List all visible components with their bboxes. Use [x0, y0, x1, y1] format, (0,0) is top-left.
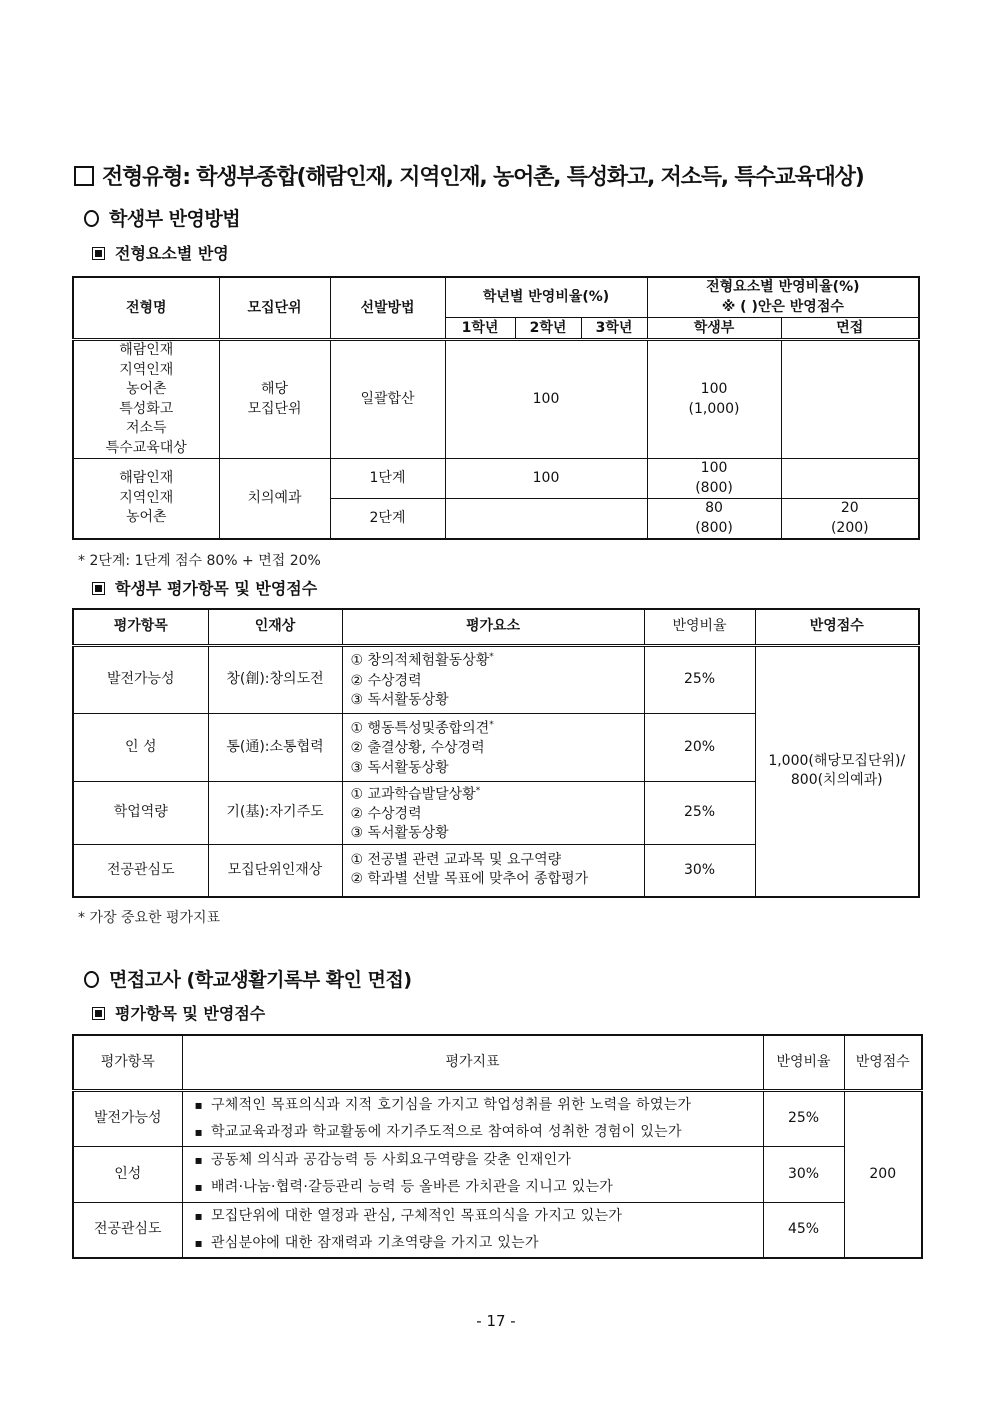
page-number: - 17 - [476, 1312, 516, 1330]
cell-elements: ① 행동특성및종합의견* ② 출결상황, 수상경력 ③ 독서활동상황 [342, 713, 644, 781]
cell-record: 80 (800) [647, 499, 781, 540]
cell-ratio: 25% [763, 1090, 844, 1146]
cell-elements: ① 창의적체험활동상황* ② 수상경력 ③ 독서활동상황 [342, 645, 644, 713]
cell-item: 인 성 [73, 713, 208, 781]
table-row [73, 1202, 922, 1258]
cell-interview [781, 340, 919, 459]
table-row [73, 645, 919, 713]
element-ratio-table [72, 276, 920, 540]
cell-score: 1,000(해당모집단위)/ 800(치의예과) [755, 645, 919, 897]
header-ratio: 반영비율 [763, 1035, 844, 1090]
record-evaluation-table [72, 608, 920, 898]
subsection-heading-element-ratio: 전형요소별 반영 [92, 241, 229, 264]
cell-score: 200 [844, 1090, 922, 1258]
cell-record: 100 (800) [647, 459, 781, 499]
subsection-heading-interview-evaluation: 평가항목 및 반영점수 [92, 1001, 265, 1024]
cell-grade-ratio: 100 [445, 459, 647, 499]
cell-item: 발전가능성 [73, 645, 208, 713]
document-title: 전형유형: 학생부종합(해람인재, 지역인재, 농어촌, 특성화고, 저소득, 특수교육대상) [74, 160, 864, 191]
cell-method: 2단계 [330, 499, 445, 540]
cell-ratio: 30% [763, 1146, 844, 1202]
cell-talent: 통(通):소통협력 [208, 713, 342, 781]
section-heading-interview: 면접고사 (학교생활기록부 확인 면접) [84, 965, 412, 992]
circle-bullet-icon [84, 210, 99, 227]
filled-square-bullet-icon [92, 1007, 105, 1020]
cell-item: 전공관심도 [73, 1202, 182, 1258]
cell-talent: 기(基):자기주도 [208, 781, 342, 844]
cell-item: 인성 [73, 1146, 182, 1202]
header-record: 학생부 [647, 318, 781, 340]
header-name: 전형명 [73, 277, 219, 340]
cell-indicators: ▪ 공동체 의식과 공감능력 등 사회요구역량을 갖춘 인재인가 ▪ 배려·나눔·협력·갈등관리 능력 등 올바른 가치관을 지니고 있는가 [182, 1146, 763, 1202]
cell-item: 발전가능성 [73, 1090, 182, 1146]
cell-grade-ratio: 100 [445, 340, 647, 459]
cell-interview: 20 (200) [781, 499, 919, 540]
cell-indicators: ▪ 모집단위에 대한 열정과 관심, 구체적인 목표의식을 가지고 있는가 ▪ 관심분야에 대한 잠재력과 기초역량을 가지고 있는가 [182, 1202, 763, 1258]
cell-item: 전공관심도 [73, 844, 208, 897]
cell-talent: 창(創):창의도전 [208, 645, 342, 713]
cell-ratio: 25% [644, 645, 755, 713]
header-ratio: 반영비율 [644, 609, 755, 645]
header-grade-ratio: 학년별 반영비율(%) [445, 277, 647, 318]
table-row [73, 459, 919, 499]
header-item: 평가항목 [73, 1035, 182, 1090]
cell-interview [781, 459, 919, 499]
cell-method: 일괄합산 [330, 340, 445, 459]
cell-ratio: 25% [644, 781, 755, 844]
header-grade3: 3학년 [581, 318, 647, 340]
cell-elements: ① 교과학습발달상황* ② 수상경력 ③ 독서활동상황 [342, 781, 644, 844]
header-indicators: 평가지표 [182, 1035, 763, 1090]
table-row [73, 1090, 922, 1146]
cell-ratio: 20% [644, 713, 755, 781]
header-grade2: 2학년 [515, 318, 581, 340]
cell-record: 100 (1,000) [647, 340, 781, 459]
interview-evaluation-table [72, 1034, 923, 1259]
circle-bullet-icon [84, 971, 99, 988]
cell-names: 해람인재 지역인재 농어촌 특성화고 저소득 특수교육대상 [73, 340, 219, 459]
cell-indicators: ▪ 구체적인 목표의식과 지적 호기심을 가지고 학업성취를 위한 노력을 하였는가 ▪ 학교교육과정과 학교활동에 자기주도적으로 참여하여 성취한 경험이 있는가 [182, 1090, 763, 1146]
filled-square-bullet-icon [92, 582, 105, 595]
header-interview: 면접 [781, 318, 919, 340]
cell-ratio: 45% [763, 1202, 844, 1258]
filled-square-bullet-icon [92, 247, 105, 260]
header-score: 반영점수 [844, 1035, 922, 1090]
header-talent: 인재상 [208, 609, 342, 645]
cell-grade-ratio [445, 499, 647, 540]
footnote-stage2: * 2단계: 1단계 점수 80% + 면접 20% [78, 553, 321, 569]
header-score: 반영점수 [755, 609, 919, 645]
cell-talent: 모집단위인재상 [208, 844, 342, 897]
cell-item: 학업역량 [73, 781, 208, 844]
cell-ratio: 30% [644, 844, 755, 897]
cell-unit: 해당 모집단위 [219, 340, 330, 459]
table-row [73, 340, 919, 459]
checkbox-square-icon [74, 166, 94, 186]
section-heading-record: 학생부 반영방법 [84, 204, 240, 231]
subsection-heading-record-evaluation: 학생부 평가항목 및 반영점수 [92, 576, 317, 599]
header-method: 선발방법 [330, 277, 445, 340]
header-grade1: 1학년 [445, 318, 515, 340]
header-element-ratio: 전형요소별 반영비율(%) ※ ( )안은 반영점수 [647, 277, 919, 318]
header-item: 평가항목 [73, 609, 208, 645]
cell-elements: ① 전공별 관련 교과목 및 요구역량 ② 학과별 선발 목표에 맞추어 종합평가 [342, 844, 644, 897]
cell-method: 1단계 [330, 459, 445, 499]
cell-unit: 치의예과 [219, 459, 330, 540]
header-unit: 모집단위 [219, 277, 330, 340]
footnote-important: * 가장 중요한 평가지표 [78, 910, 221, 926]
cell-names: 해람인재 지역인재 농어촌 [73, 459, 219, 540]
header-elements: 평가요소 [342, 609, 644, 645]
table-row [73, 1146, 922, 1202]
